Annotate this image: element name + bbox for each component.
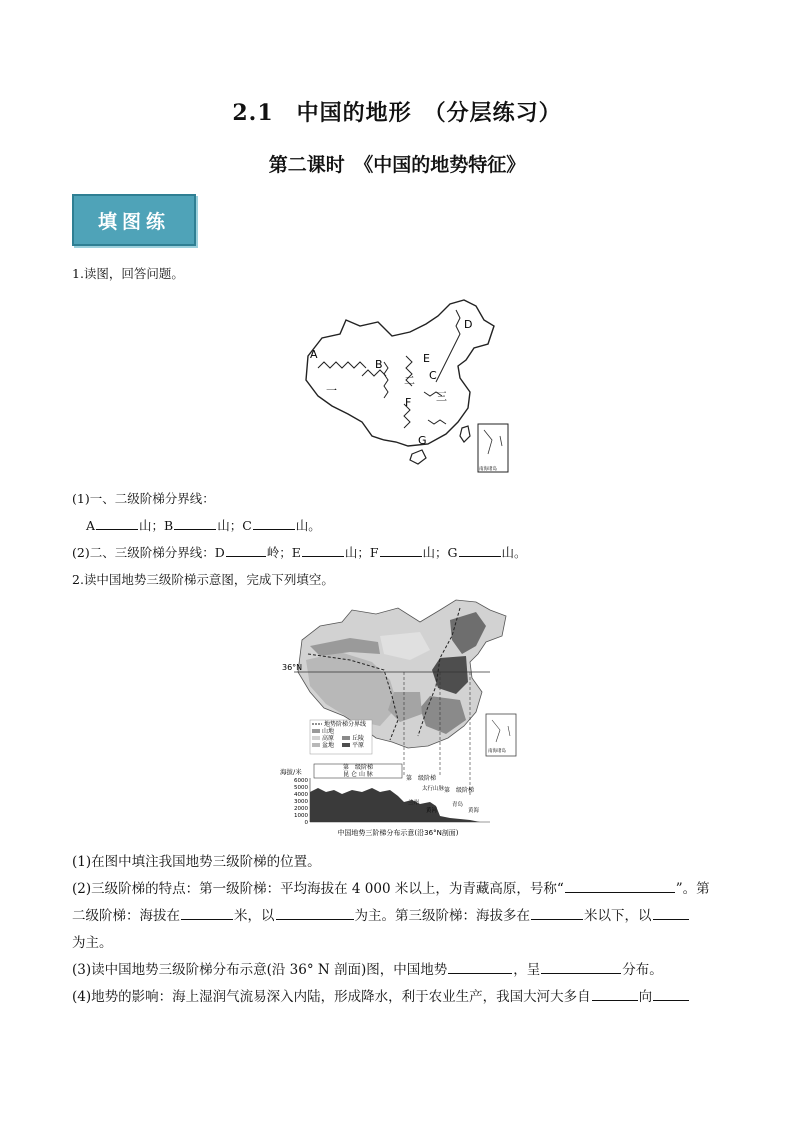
svg-text:三: 三 (436, 390, 447, 403)
svg-text:D: D (464, 318, 473, 331)
question-1-part-1-title: (1)一、二级阶梯分界线： (72, 491, 215, 506)
label-c: 山；C (217, 518, 252, 533)
question-1-part-2 (72, 543, 527, 561)
question-2-part-3 (72, 958, 663, 978)
answer-blank-g[interactable] (459, 544, 501, 557)
answer-blank-trend[interactable] (448, 961, 512, 974)
svg-text:A: A (310, 348, 318, 361)
profile-step-3: 第 级阶梯 (444, 787, 475, 794)
p2-text-d: 米，以 (234, 908, 275, 924)
profile-tick: 6000 (294, 778, 308, 784)
question-2-part-4 (72, 985, 690, 1005)
profile-huanghe: 黄河 (426, 808, 438, 814)
question-2-part-2-line-2 (72, 904, 690, 924)
question-2-stem: 2.读中国地势三级阶梯示意图，完成下列填空。 (72, 572, 334, 587)
label-a: A (86, 518, 96, 533)
answer-blank-nickname[interactable] (565, 880, 675, 893)
profile-step-2: 第 级阶梯 (406, 775, 437, 782)
svg-text:二: 二 (404, 374, 415, 387)
label-end-2: 山。 (501, 545, 527, 560)
svg-text:E: E (423, 352, 430, 365)
page-subtitle: 第二课时 《中国的地势特征》 (268, 154, 526, 176)
answer-blank-b[interactable] (174, 517, 216, 530)
answer-blank-from[interactable] (592, 988, 638, 1001)
legend-plain: 平原 (352, 742, 365, 749)
profile-tick: 5000 (294, 785, 308, 791)
svg-text:G: G (418, 434, 427, 447)
p3-text-b: ，呈 (513, 962, 541, 978)
profile-qingdao: 青岛 (452, 802, 464, 808)
p2-text-b: ”。第 (675, 881, 710, 897)
label-f: 山；F (344, 545, 379, 560)
answer-blank-e[interactable] (302, 544, 344, 557)
question-1-part-1-answers (86, 516, 321, 534)
answer-blank-to[interactable] (653, 988, 689, 1001)
p2-text-f: 米以下，以 (584, 908, 652, 924)
profile-lanzhou: 兰州 (408, 800, 420, 806)
answer-blank-terrain-2[interactable] (276, 907, 354, 920)
p2-text-e: 为主。第三级阶梯：海拔多在 (354, 908, 530, 924)
label-b: 山；B (139, 518, 174, 533)
label-g: 山；G (422, 545, 458, 560)
answer-blank-altitude-3[interactable] (531, 907, 583, 920)
profile-huanghai: 黄海 (468, 808, 480, 814)
page-title: 2.1 中国的地形 （分层练习） (232, 100, 562, 126)
question-2-part-2-line-3: 为主。 (72, 935, 113, 951)
svg-text:F: F (405, 396, 412, 409)
legend-mountain: 山地 (322, 728, 335, 735)
question-1-stem: 1.读图，回答问题。 (72, 266, 184, 281)
p3-text-c: 分布。 (622, 962, 663, 978)
p4-text-a: (4)地势的影响：海上湿润气流易深入内陆，形成降水，利于农业生产，我国大河大多自 (72, 989, 591, 1005)
profile-kunlun: 昆 仑 山 脉 (343, 771, 373, 778)
profile-tick: 0 (304, 820, 308, 826)
answer-blank-altitude-2[interactable] (181, 907, 233, 920)
profile-tick: 2000 (294, 806, 308, 812)
legend-basin: 盆地 (322, 742, 335, 749)
inset-label: 南海诸岛 (488, 749, 506, 754)
svg-text:一: 一 (326, 384, 337, 397)
question-2-part-1: (1)在图中填注我国地势三级阶梯的位置。 (72, 854, 321, 870)
answer-blank-c[interactable] (253, 517, 295, 530)
question-2-part-2-line-1 (72, 877, 710, 897)
profile-taihang: 太行山脉 (422, 786, 445, 792)
p2-text-c: 二级阶梯：海拔在 (72, 908, 180, 924)
legend-hill: 丘陵 (352, 735, 365, 742)
svg-text:B: B (375, 358, 383, 371)
label-e: 岭；E (266, 545, 301, 560)
answer-blank-terrain-3[interactable] (653, 907, 689, 920)
part-2-title: (2)二、三级阶梯分界线：D (72, 545, 225, 560)
answer-blank-f[interactable] (380, 544, 422, 557)
profile-tick: 1000 (294, 813, 308, 819)
profile-tick: 3000 (294, 799, 308, 805)
p3-text-a: (3)读中国地势三级阶梯分布示意(沿 36° N 剖面)图，中国地势 (72, 962, 448, 978)
china-three-steps-map (280, 596, 520, 841)
p2-text-a: (2)三级阶梯的特点：第一级阶梯：平均海拔在 4 000 米以上，为青藏高原，号称“ (72, 881, 564, 897)
svg-text:C: C (429, 369, 437, 382)
label-end-1: 山。 (295, 518, 321, 533)
answer-blank-d[interactable] (226, 544, 266, 557)
profile-y-label: 海拔/米 (280, 768, 302, 776)
china-relief-outline-map (288, 296, 512, 476)
answer-blank-a[interactable] (96, 517, 138, 530)
latitude-label: 36°N (282, 663, 303, 672)
profile-caption: 中国地势三阶梯分布示意(沿36°N剖面) (337, 829, 459, 837)
p4-text-b: 向 (638, 989, 653, 1005)
answer-blank-distribution[interactable] (541, 961, 621, 974)
svg-text:南海诸岛: 南海诸岛 (479, 467, 497, 472)
legend-plateau: 高原 (322, 735, 335, 742)
profile-tick: 4000 (294, 792, 308, 798)
section-badge: 填图练 (72, 194, 196, 246)
profile-step-1: 第 级阶梯 (342, 764, 374, 771)
legend-boundary: 地势阶梯分界线 (324, 721, 367, 728)
